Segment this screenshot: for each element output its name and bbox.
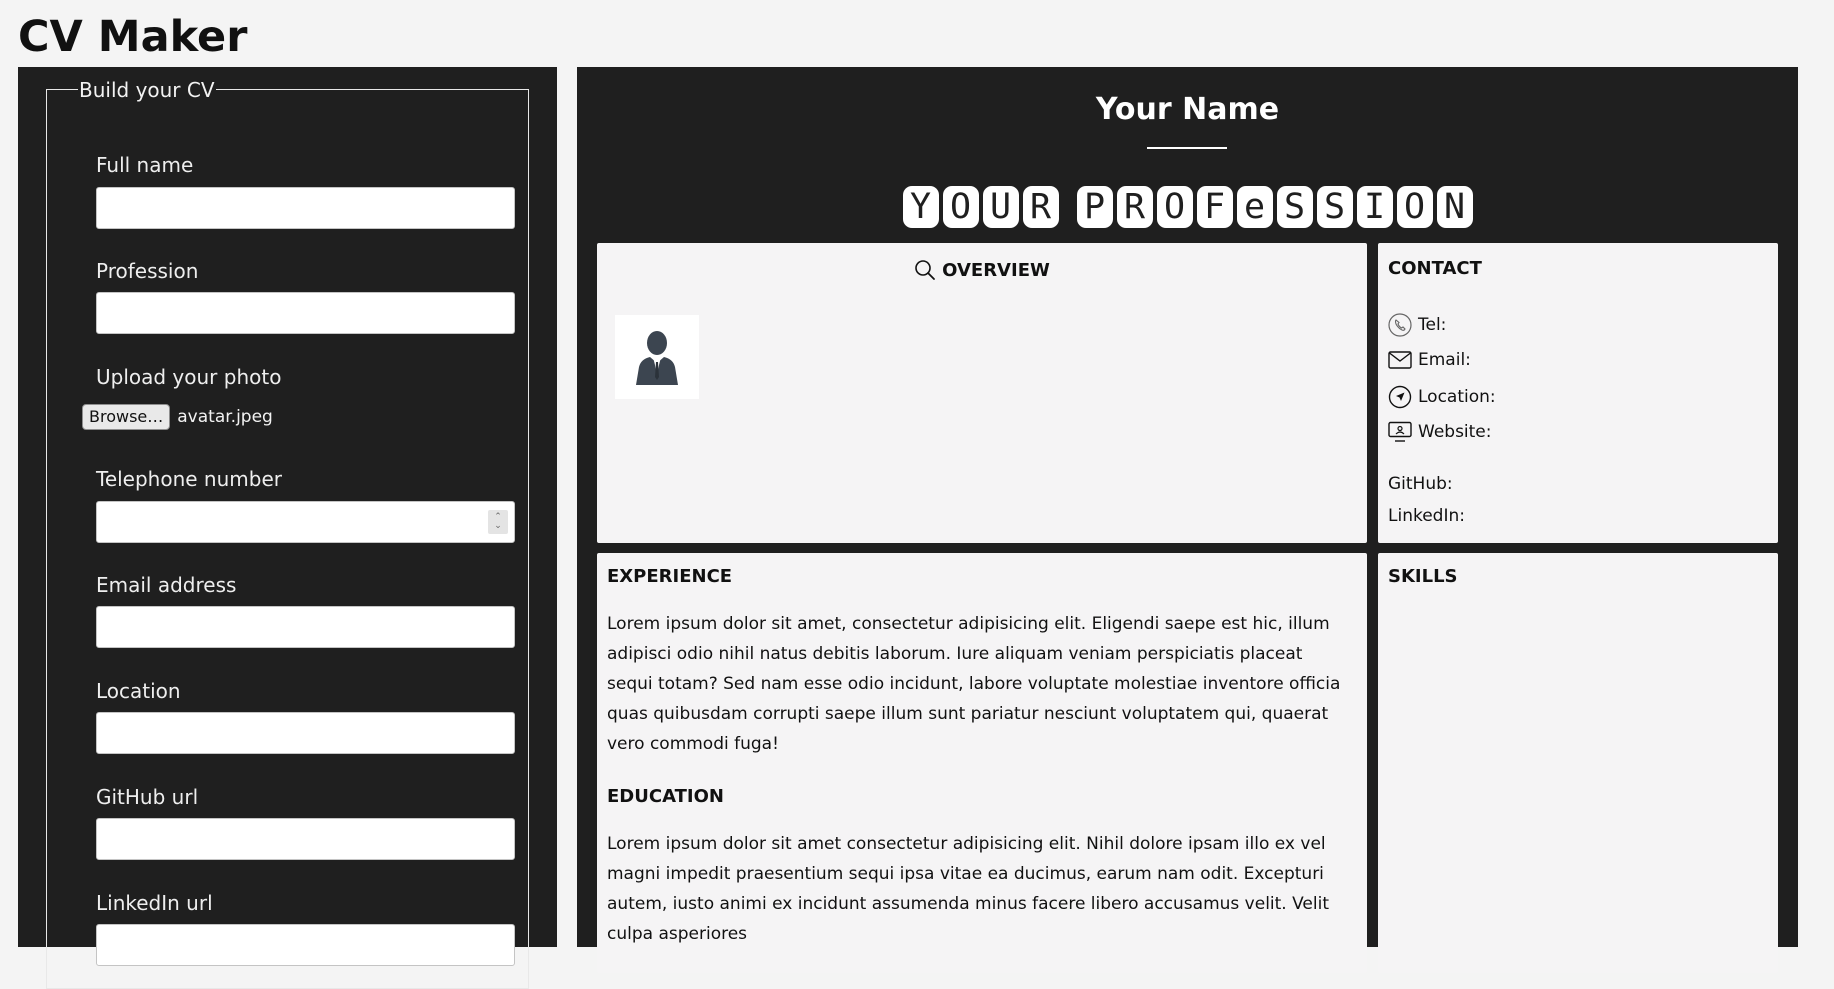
profession-tile-gap	[1063, 186, 1073, 228]
navigation-icon	[1388, 385, 1412, 409]
education-heading: EDUCATION	[607, 786, 724, 807]
cv-profession	[577, 186, 1798, 228]
linkedin-label: LinkedIn url	[96, 891, 213, 915]
experience-card	[597, 553, 1367, 973]
profession-tile: R	[1023, 186, 1059, 228]
email-label: Email address	[96, 573, 237, 597]
skills-card	[1378, 553, 1778, 973]
full-name-label: Full name	[96, 153, 194, 177]
website-label: Website:	[1418, 422, 1492, 442]
number-spinner[interactable]	[488, 510, 508, 534]
person-avatar-icon	[632, 329, 682, 385]
overview-card	[597, 243, 1367, 543]
profession-tile: S	[1317, 186, 1353, 228]
contact-email	[1388, 349, 1471, 371]
location-label: Location	[96, 679, 181, 703]
github-input[interactable]	[96, 818, 515, 860]
full-name-input[interactable]	[96, 187, 515, 229]
name-divider	[1147, 147, 1227, 149]
phone-icon	[1388, 313, 1412, 337]
profession-tile: P	[1077, 186, 1113, 228]
browse-button[interactable]: Browse…	[82, 404, 170, 430]
email-label: Email:	[1418, 350, 1471, 370]
profession-tile: Y	[903, 186, 939, 228]
telephone-label: Telephone number	[96, 467, 282, 491]
profession-tile: e	[1237, 186, 1273, 228]
form-panel	[18, 67, 557, 947]
cv-name: Your Name	[1095, 92, 1280, 127]
profession-tile: N	[1437, 186, 1473, 228]
github-link-label: GitHub:	[1388, 474, 1453, 494]
upload-photo-label: Upload your photo	[96, 365, 282, 389]
experience-text: Lorem ipsum dolor sit amet, consectetur adipisicing elit. Eligendi saepe est hic, illum adipisci odio nihil natus debitis laborum. Iure aliquam veniam perspiciatis placeat sequi totam? Sed nam esse odio incidunt, labore voluptate molestiae inventore officia quas quibusdam corrupti saepe illum sunt pariatur nesciunt voluptatem qui, quaerat vero commodi fuga!	[607, 614, 1341, 754]
github-label: GitHub url	[96, 785, 199, 809]
linkedin-link-label: LinkedIn:	[1388, 506, 1465, 526]
profession-input[interactable]	[96, 292, 515, 334]
envelope-icon	[1388, 350, 1412, 370]
selected-file-name: avatar.jpeg	[177, 407, 273, 427]
profession-tile: O	[1157, 186, 1193, 228]
linkedin-input[interactable]	[96, 924, 515, 966]
fieldset-legend: Build your CV	[79, 78, 215, 102]
profession-tile: S	[1277, 186, 1313, 228]
avatar	[615, 315, 699, 399]
spinner-down-icon[interactable]: ⌄	[494, 521, 502, 531]
overview-heading-text: OVERVIEW	[942, 259, 1050, 281]
location-input[interactable]	[96, 712, 515, 754]
spinner-up-icon[interactable]: ⌃	[494, 512, 502, 522]
search-icon	[914, 259, 936, 281]
overview-heading	[597, 259, 1367, 281]
telephone-input[interactable]	[96, 501, 515, 543]
email-input[interactable]	[96, 606, 515, 648]
contact-heading: CONTACT	[1388, 258, 1482, 279]
page-title: CV Maker	[18, 12, 248, 62]
monitor-icon	[1388, 421, 1412, 443]
contact-location	[1388, 385, 1496, 409]
profession-tile: O	[1397, 186, 1433, 228]
location-label: Location:	[1418, 387, 1496, 407]
cv-preview	[577, 67, 1798, 947]
photo-file-input[interactable]	[82, 404, 273, 430]
profession-tile: O	[943, 186, 979, 228]
contact-card	[1378, 243, 1778, 543]
contact-tel	[1388, 313, 1446, 337]
profession-label: Profession	[96, 259, 199, 283]
profession-tile: I	[1357, 186, 1393, 228]
contact-website	[1388, 421, 1492, 443]
profession-tile: F	[1197, 186, 1233, 228]
education-text: Lorem ipsum dolor sit amet consectetur adipisicing elit. Nihil dolore ipsam illo ex vel magni impedit praesentium sequi ipsa vitae ea ducimus, earum nam odit. Excepturi autem, iusto animi ex incidunt assumenda minus facere libero accusamus velit. Velit culpa asperiores	[607, 834, 1329, 944]
skills-heading: SKILLS	[1388, 566, 1458, 587]
tel-label: Tel:	[1418, 315, 1447, 335]
profession-tile: R	[1117, 186, 1153, 228]
experience-heading: EXPERIENCE	[607, 566, 733, 587]
profession-tile: U	[983, 186, 1019, 228]
